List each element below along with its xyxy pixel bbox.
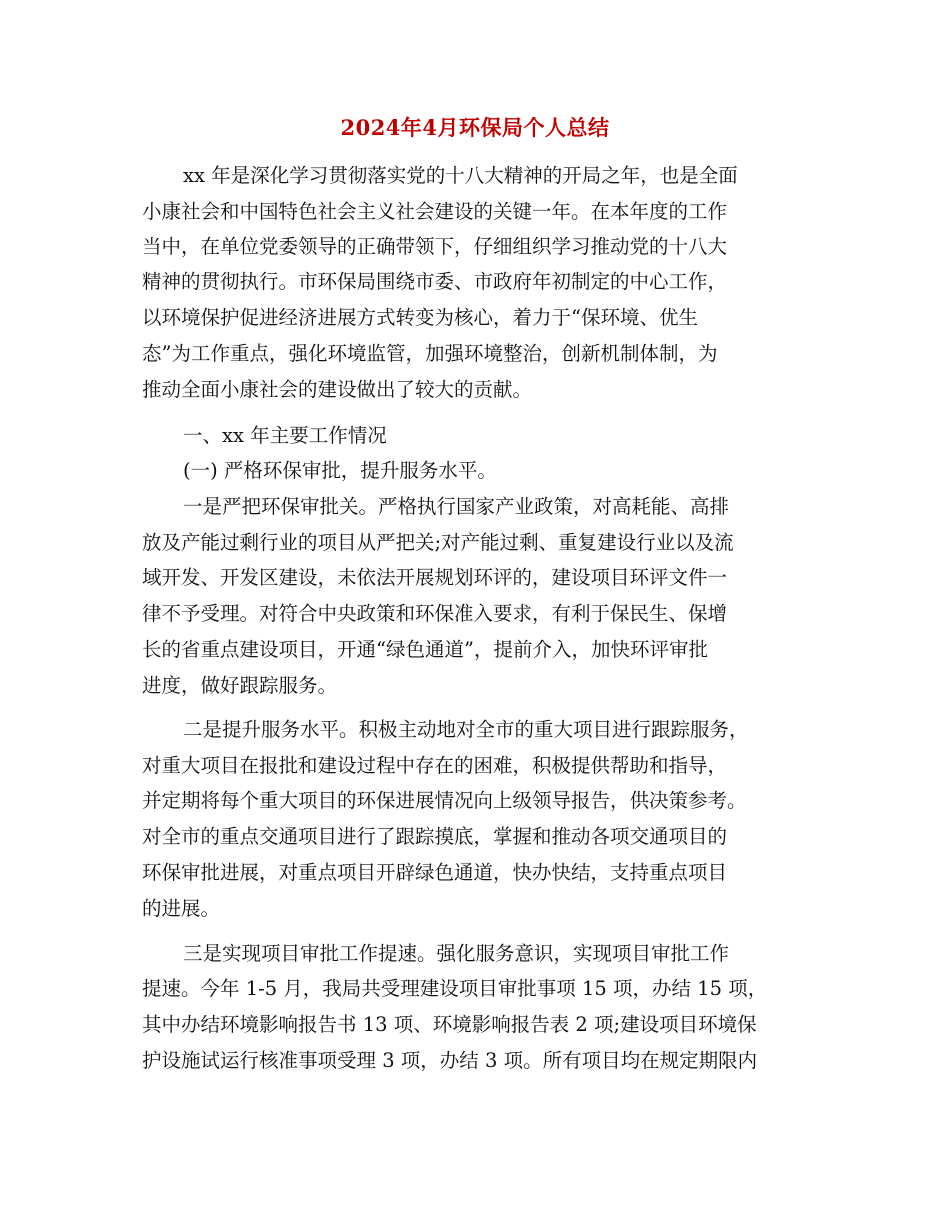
paragraph-line: 三是实现项目审批工作提速。强化服务意识，实现项目审批工作 — [183, 942, 730, 965]
paragraph-line: 一是严把环保审批关。严格执行国家产业政策，对高耗能、高排 — [183, 495, 730, 518]
paragraph-line: 并定期将每个重大项目的环保进展情况向上级领导报告，供决策参考。 — [142, 789, 747, 812]
paragraph-line: 推动全面小康社会的建设做出了较大的贡献。 — [142, 378, 533, 401]
paragraph-line: 律不予受理。对符合中央政策和环保准入要求，有利于保民生、保增 — [142, 602, 728, 625]
paragraph-line: 域开发、开发区建设，未依法开展规划环评的，建设项目环评文件一 — [142, 566, 728, 589]
paragraph-line: 放及产能过剩行业的项目从严把关;对产能过剩、重复建设行业以及流 — [142, 531, 734, 554]
paragraph-line: 的进展。 — [142, 897, 221, 920]
document-title: 2024年4月环保局个人总结 — [340, 115, 610, 140]
paragraph-line: 护设施试运行核准事项受理 3 项，办结 3 项。所有项目均在规定期限内 — [142, 1049, 758, 1072]
paragraph-line: 提速。今年 1-5 月，我局共受理建设项目审批事项 15 项，办结 15 项， — [142, 977, 768, 1000]
paragraph-line: 小康社会和中国特色社会主义社会建设的关键一年。在本年度的工作 — [142, 200, 728, 223]
section-heading: 一、xx 年主要工作情况 — [183, 424, 387, 447]
paragraph-line: 二是提升服务水平。积极主动地对全市的重大项目进行跟踪服务， — [183, 718, 749, 741]
paragraph-line: 对全市的重点交通项目进行了跟踪摸底，掌握和推动各项交通项目的 — [142, 825, 728, 848]
paragraph-line: xx 年是深化学习贯彻落实党的十八大精神的开局之年，也是全面 — [183, 164, 738, 187]
paragraph-line: 环保审批进展，对重点项目开辟绿色通道，快办快结，支持重点项目 — [142, 861, 728, 884]
paragraph-line: 长的省重点建设项目，开通“绿色通道”，提前介入，加快环评审批 — [142, 638, 708, 661]
paragraph-line: 当中，在单位党委领导的正确带领下，仔细组织学习推动党的十八大 — [142, 235, 728, 258]
paragraph-line: 对重大项目在报批和建设过程中存在的困难，积极提供帮助和指导， — [142, 754, 728, 777]
paragraph-line: 以环境保护促进经济进展方式转变为核心，着力于“保环境、优生 — [142, 306, 698, 329]
subsection-heading: (一) 严格环保审批，提升服务水平。 — [183, 459, 497, 482]
paragraph-line: 其中办结环境影响报告书 13 项、环境影响报告表 2 项;建设项目环境保 — [142, 1013, 757, 1036]
paragraph-line: 精神的贯彻执行。市环保局围绕市委、市政府年初制定的中心工作， — [142, 270, 728, 293]
paragraph-line: 态”为工作重点，强化环境监管，加强环境整治，创新机制体制，为 — [142, 342, 718, 365]
paragraph-line: 进度，做好跟踪服务。 — [142, 674, 338, 697]
